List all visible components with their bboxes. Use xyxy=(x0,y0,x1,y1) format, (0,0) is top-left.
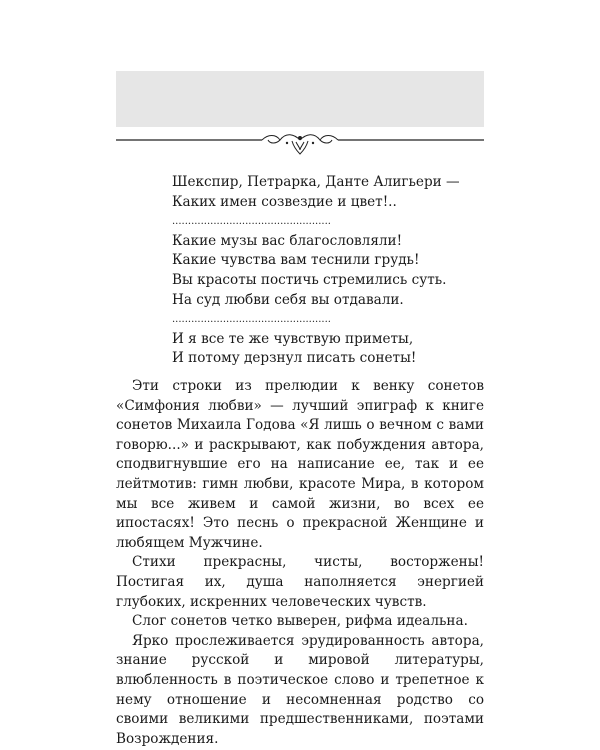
body-text xyxy=(116,377,484,749)
poem-line: И потому дерзнул писать сонеты! xyxy=(172,350,417,367)
poem-line: На суд любви себя вы отдавали. xyxy=(172,291,404,308)
poem-line: Вы красоты постичь стремились суть. xyxy=(172,271,447,288)
floral-ornament-icon xyxy=(116,128,484,156)
ornament-divider xyxy=(116,128,484,156)
paragraph: Ярко прослеживается эрудированность автора, знание русской и мировой литературы, влюбленность в поэтическое слово и трепетное к нему отношение и несомненная родство со своими великими предшественниками, поэтами Возрождения. xyxy=(116,632,484,747)
paragraph: Эти строки из прелюдии к венку сонетов «Симфония любви» — лучший эпиграф к книге сонетов Михаила Годова «Я лишь о вечном с вами говорю...» и раскрывают, как побуждения автора, сподвигнувшие его на написание ее, так и ее лейтмотив: гимн любви, красоте Мира, в котором мы все живем и самой жизни, во всех ее ипостасях! Это песнь о прекрасной Женщине и любящем Мужчине. xyxy=(116,378,484,551)
paragraph: Стихи прекрасны, чисты, восторжены! Постигая их, душа наполняется энергией глубоких, искренних человеческих чувств. xyxy=(116,554,484,610)
poem-line: И я все те же чувствую приметы, xyxy=(172,330,414,347)
header-placeholder-box xyxy=(116,71,484,127)
poem-line: Шекспир, Петрарка, Данте Алигьери — xyxy=(172,174,460,190)
poem-line: Какие чувства вам теснили грудь! xyxy=(172,252,420,269)
epigraph-poem xyxy=(172,173,472,369)
paragraph: Слог сонетов четко выверен, рифма идеальна. xyxy=(132,613,468,630)
poem-line: Какие музы вас благословляли! xyxy=(172,232,403,249)
poem-line: Каких имен созвездие и цвет!.. xyxy=(172,193,397,210)
poem-ellipsis-line: .................................................. xyxy=(172,216,331,228)
poem-ellipsis-line: .................................................. xyxy=(172,314,331,326)
